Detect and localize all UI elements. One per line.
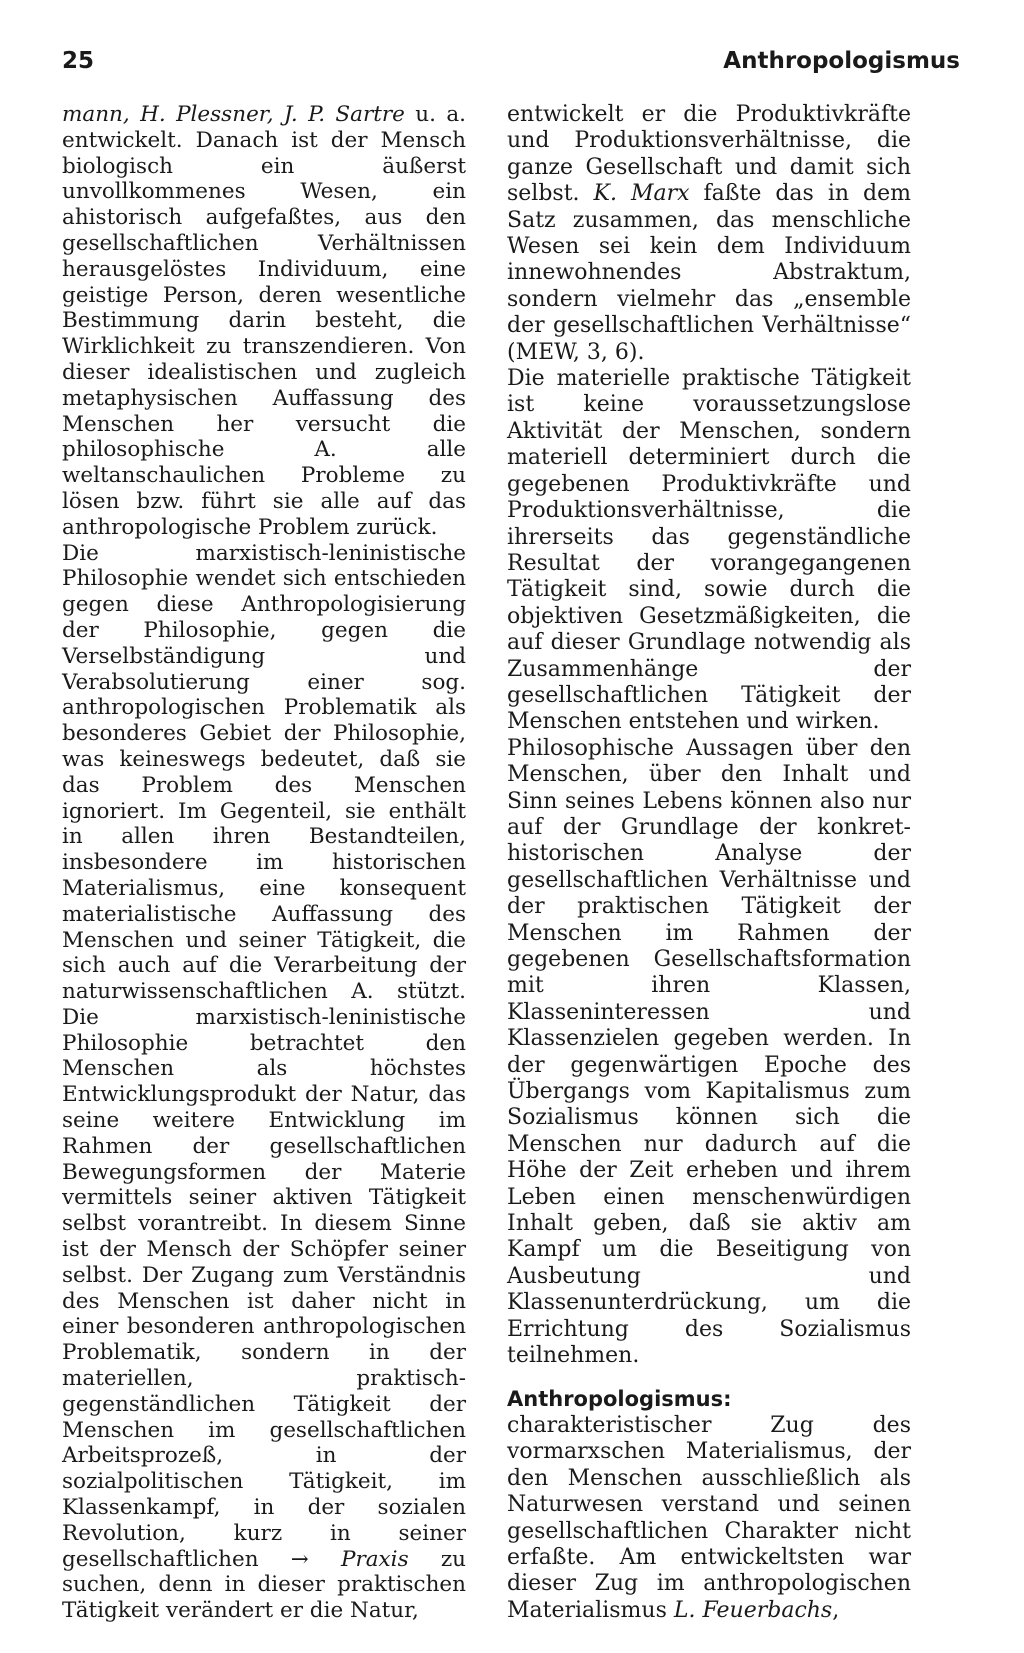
page-number: 25	[62, 48, 95, 74]
cross-reference-link[interactable]: Praxis	[341, 1546, 409, 1572]
paragraph: Die marxistisch-leninistische Philosophie wendet sich entschieden gegen diese Anthropologisierung der Philosophie, gegen die Verselbständigung und Verabsolutierung einer sog. anthropologischen Problematik als besonderes Gebiet der Philosophie, was keineswegs bedeutet, daß sie das Problem des Menschen ignoriert. Im Gegenteil, sie enthält in allen ihren Bestandteilen, insbesondere im historischen Materialismus, eine konsequent materialistische Auffassung des Menschen und seiner Tätigkeit, die sich auch auf die Verarbeitung der naturwissenschaftlichen A. stützt. Die marxistisch-leninistische Philosophie betrachtet den Menschen als höchstes Entwicklungsprodukt der Natur, das seine weitere Entwicklung im Rahmen der gesellschaftlichen Bewegungsformen der Materie vermittels seiner aktiven Tätigkeit selbst vorantreibt. In diesem Sinne ist der Mensch der Schöpfer seiner selbst. Der Zugang zum Verständnis des Menschen ist daher nicht in einer besonderen anthropologischen Problematik, sondern in der materiellen, praktisch-gegenständlichen Tätigkeit der Menschen im gesellschaftlichen Arbeitsprozeß, in der sozialpolitischen Tätigkeit, im Klassenkampf, in der sozialen Revolution, kurz in seiner gesellschaftlichen → Praxis zu suchen, denn in dieser praktischen Tätigkeit verändert er die Natur,	[62, 540, 466, 1624]
paragraph: Philosophische Aussagen über den Menschen, über den Inhalt und Sinn seines Lebens können also nur auf der Grundlage der konkret-historischen Analyse der gesellschaftlichen Verhältnisse und der praktischen Tätigkeit der Menschen im Rahmen der gegebenen Gesellschaftsformation mit ihren Klassen, Klasseninteressen und Klassenzielen gegeben werden. In der gegenwärtigen Epoche des Übergangs vom Kapitalismus zum Sozialismus können sich die Menschen nur dadurch auf die Höhe der Zeit erheben und ihrem Leben einen menschenwürdigen Inhalt geben, daß sie aktiv am Kampf um die Beseitigung von Ausbeutung und Klassenunterdrückung, um die Errichtung des Sozialismus teilnehmen.	[507, 735, 911, 1369]
left-column	[62, 102, 466, 1624]
author-names: mann, H. Plessner, J. P. Sartre	[62, 102, 405, 127]
dictionary-entry: Anthropologismus: charakteristischer Zug des vormarxschen Materialismus, der den Menschen ausschließlich als Naturwesen verstand und seinen gesellschaftlichen Charakter nicht erfaßte. Am entwickeltsten war dieser Zug im anthropologischen Materialismus L. Feuerbachs,	[507, 1386, 911, 1623]
entry-term: Anthropologismus:	[507, 1386, 732, 1411]
paragraph: mann, H. Plessner, J. P. Sartre u. a. entwickelt. Danach ist der Mensch biologisch ein äußerst unvollkommenes Wesen, ein ahistorisch aufgefaßtes, aus den gesellschaftlichen Verhältnissen herausgelöstes Individuum, eine geistige Person, deren wesentliche Bestimmung darin besteht, die Wirklichkeit zu transzendieren. Von dieser idealistischen und zugleich metaphysischen Auffassung des Menschen her versucht die philosophische A. alle weltanschaulichen Probleme zu lösen bzw. führt sie alle auf das anthropologische Problem zurück.	[62, 102, 466, 540]
page-header	[62, 48, 960, 88]
author-name: K. Marx	[593, 181, 690, 207]
paragraph: entwickelt er die Produktivkräfte und Produktionsverhältnisse, die ganze Gesellschaft und damit sich selbst. K. Marx faßte das in dem Satz zusammen, das menschliche Wesen sei kein dem Individuum innewohnendes Abstraktum, sondern vielmehr das „ensemble der gesellschaftlichen Verhältnisse“ (MEW, 3, 6).	[507, 102, 911, 365]
author-name: L. Feuerbachs	[673, 1597, 833, 1623]
running-title: Anthropologismus	[723, 48, 960, 74]
cross-reference-arrow: →	[290, 1546, 309, 1572]
right-column	[507, 102, 911, 1624]
paragraph: Die materielle praktische Tätigkeit ist keine voraussetzungslose Aktivität der Menschen, sondern materiell determiniert durch die gegebenen Produktivkräfte und Produktionsverhältnisse, die ihrerseits das gegenständliche Resultat der vorangegangenen Tätigkeit sind, sowie durch die objektiven Gesetzmäßigkeiten, die auf dieser Grundlage notwendig als Zusammenhänge der gesellschaftlichen Tätigkeit der Menschen entstehen und wirken.	[507, 366, 911, 735]
